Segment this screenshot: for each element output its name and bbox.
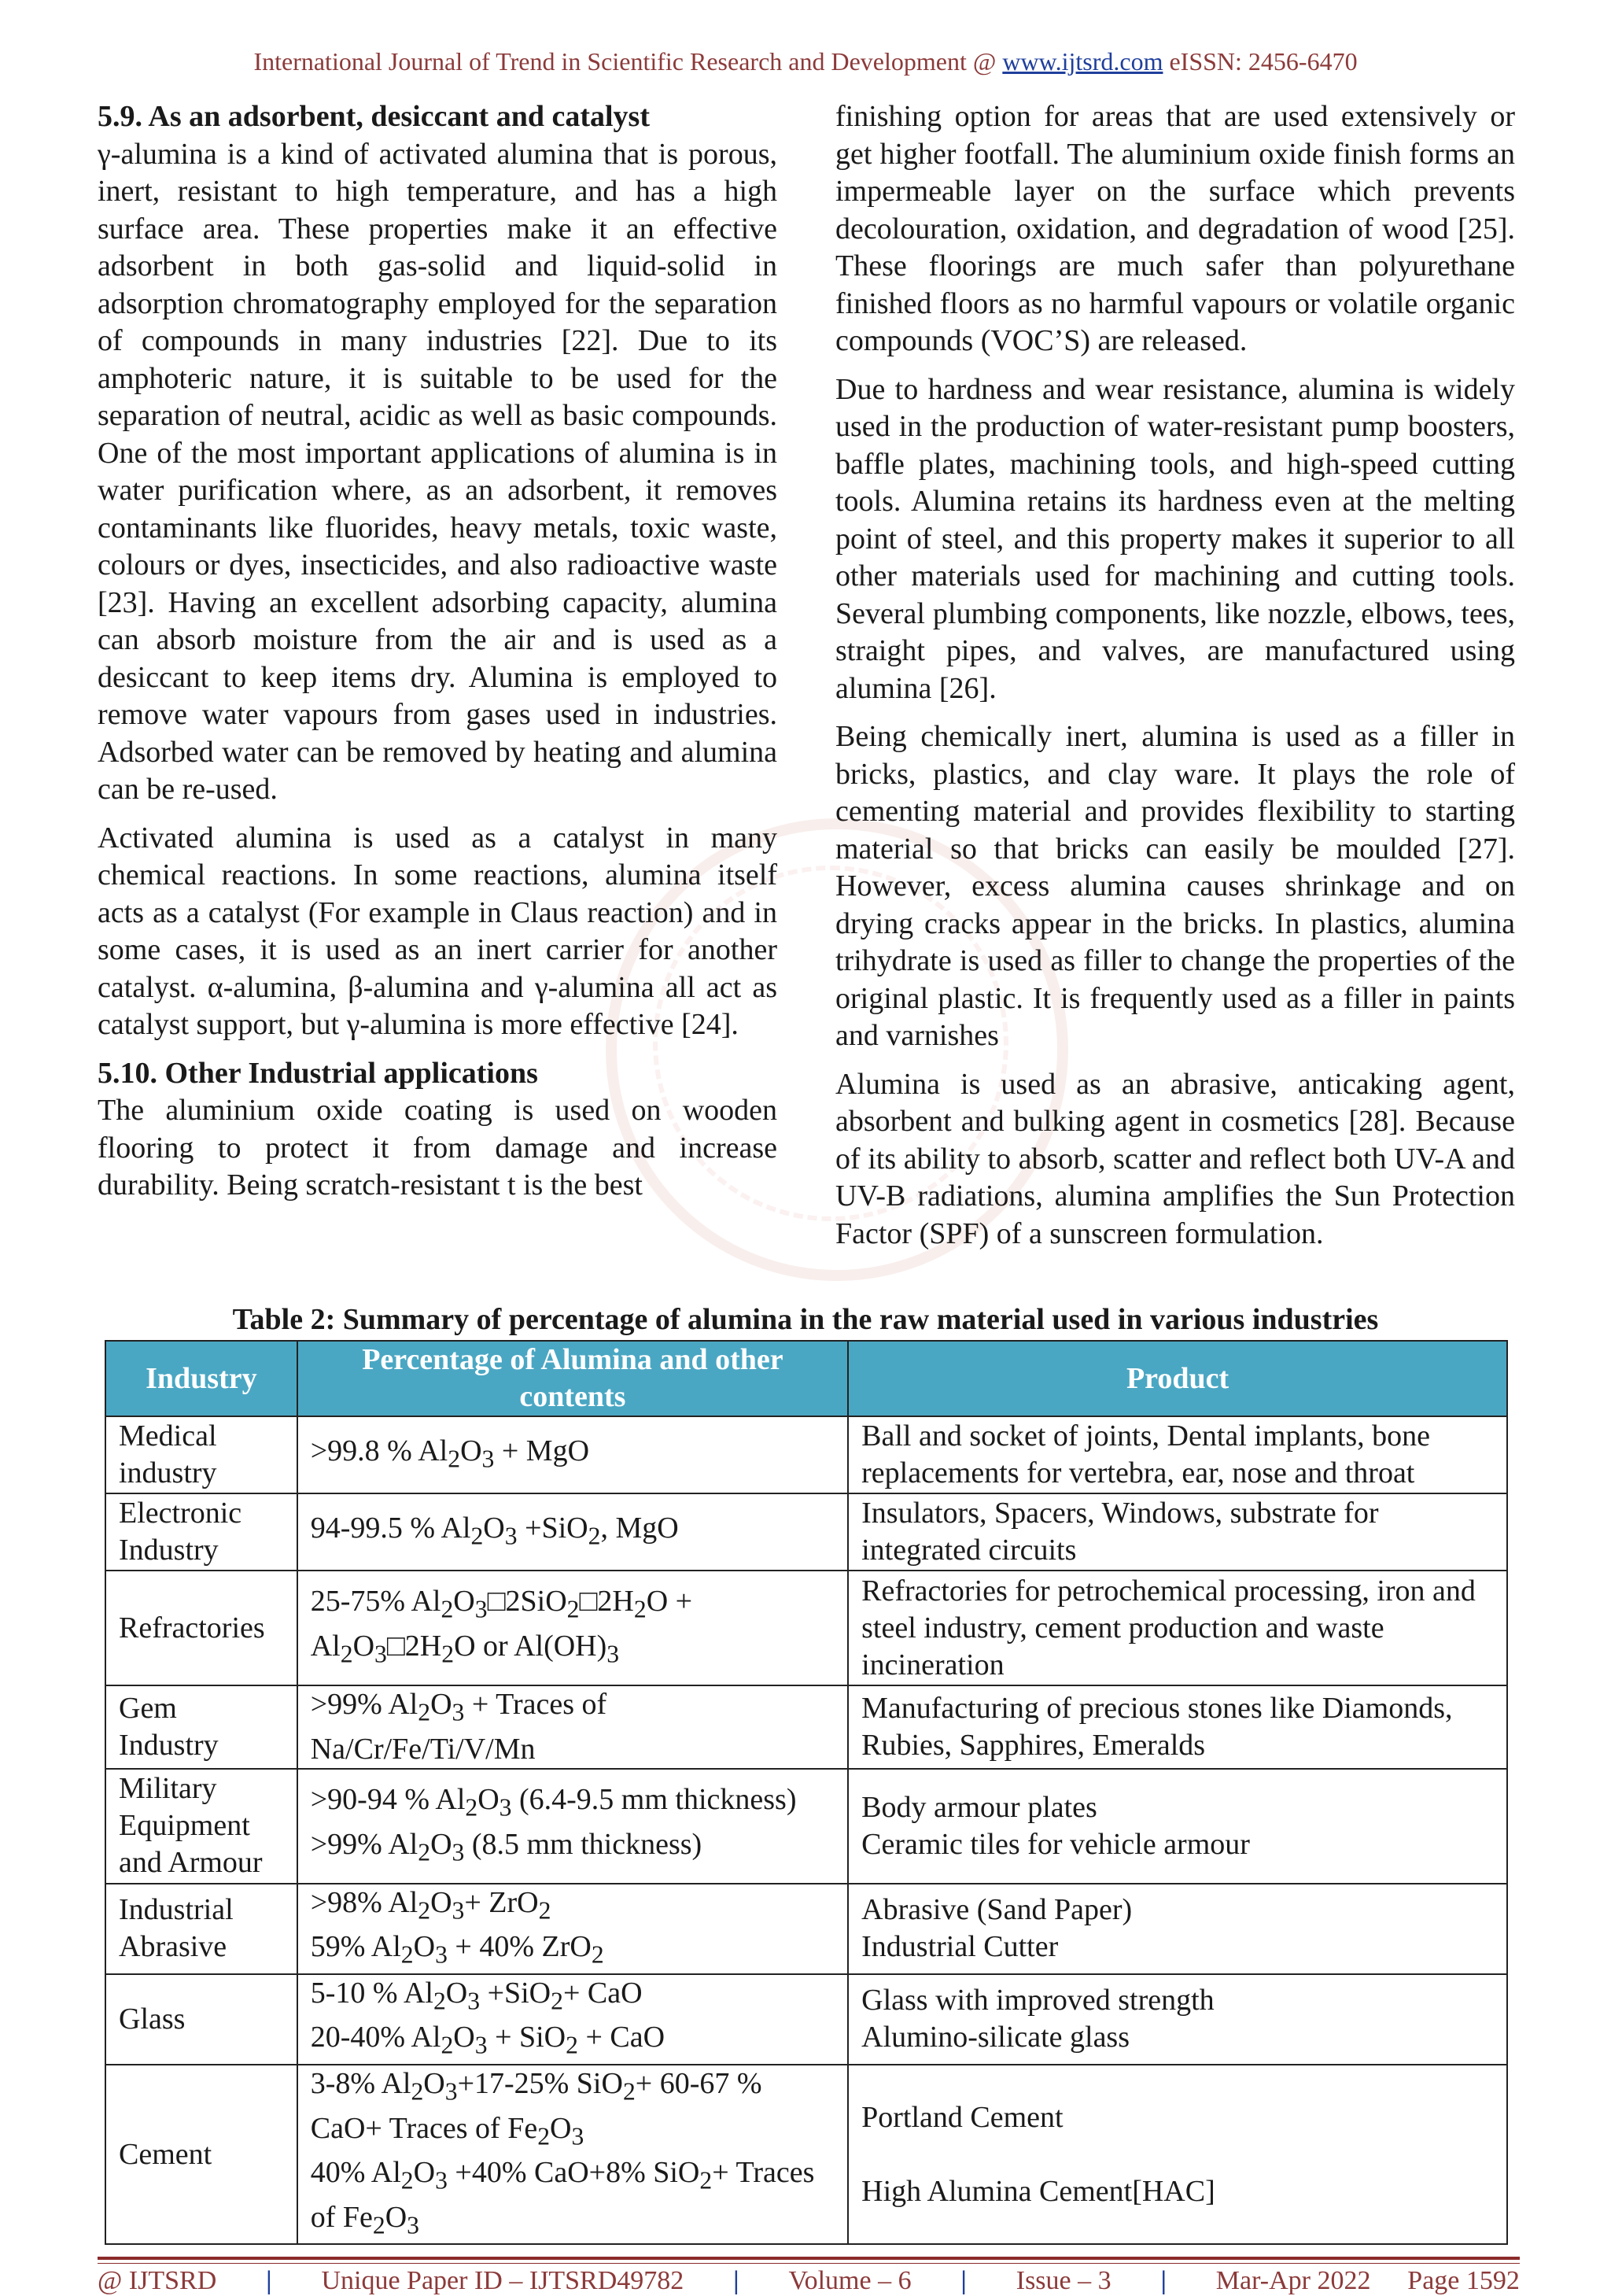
cell-industry: Refractories (105, 1571, 297, 1685)
product-line: High Alumina Cement[HAC] (861, 2174, 1215, 2208)
section-5-10-paragraph-1-continued: finishing option for areas that are used extensively or get higher footfall. The aluminium oxide finish forms an impermeable layer on the surface which prevents decolouration, oxidation, and degradation of wood [25]. These floorings are much safer than polyurethane finished floors as no harmful vapours or volatile organic compounds (VOC’S) are released. (835, 100, 1515, 357)
cell-product: Insulators, Spacers, Windows, substrate for integrated circuits (848, 1493, 1507, 1571)
footer-date: Mar-Apr 2022 (1215, 2266, 1371, 2295)
journal-link[interactable]: www.ijtsrd.com (1002, 47, 1163, 76)
footer-separator: | (960, 2266, 967, 2295)
cell-content: 25-75% $Al_2O_3□2SiO_2□2H_2O$ + $Al_2O_3□2H_2O$ or $Al(OH)_3$ (297, 1571, 848, 1685)
left-column (98, 98, 777, 1216)
footer-separator: | (733, 2266, 739, 2295)
cell-industry: Gem Industry (105, 1685, 297, 1769)
cell-product (848, 1769, 1507, 1884)
section-5-9-paragraph-2: Activated alumina is used as a catalyst in many chemical reactions. In some reactions, alumina itself acts as a catalyst (For example in Claus reaction) and in some cases, it is used as an inert carrier for another catalyst. α-alumina, β-alumina and γ-alumina all act as catalyst support, but γ-alumina is more effective [24]. (98, 821, 777, 1041)
cell-industry: Medical industry (105, 1416, 297, 1493)
table-row (105, 1884, 1507, 1974)
cell-product (848, 1884, 1507, 1974)
cell-content: >99.8 % $Al_2O_3$ + MgO (297, 1416, 848, 1493)
product-line: Glass with improved strength (861, 1984, 1215, 2017)
table-row (105, 2065, 1507, 2244)
footer-page: Page 1592 (1407, 2266, 1520, 2295)
product-line: Abrasive (Sand Paper) (861, 1893, 1133, 1927)
header-industry: Industry (105, 1341, 297, 1416)
cell-product: Ball and socket of joints, Dental implants, bone replacements for vertebra, ear, nose and throat (848, 1416, 1507, 1493)
cell-industry: Glass (105, 1974, 297, 2065)
running-header (0, 47, 1611, 76)
table-caption: Table 2: Summary of percentage of alumina in the raw material used in various industries (232, 1303, 1379, 1336)
footer-rule-thin (98, 2263, 1520, 2264)
footer-rule (98, 2257, 1520, 2260)
product-line: Alumino-silicate glass (861, 2021, 1130, 2054)
cell-product (848, 2065, 1507, 2244)
cell-content (297, 1769, 848, 1884)
table-row (105, 1685, 1507, 1769)
table-row (105, 1493, 1507, 1571)
content-line: >99% $Al_2O_3$ (8.5 mm thickness) (310, 1827, 702, 1866)
footer-issue: Issue – 3 (1016, 2266, 1111, 2295)
line-gap (861, 2136, 1494, 2173)
section-5-10-paragraph-4: Alumina is used as an abrasive, anticaking agent, absorbent and bulking agent in cosmetics [28]. Because of its ability to absorb, scatter and reflect both UV-A and UV-B radiations, alumina amplifies the Sun Protection Factor (SPF) of a sunscreen formulation. (835, 1067, 1515, 1250)
content-line: >98% $Al_2O_3+ ZrO_2$ (310, 1885, 551, 1925)
cell-product: Refractories for petrochemical processing, iron and steel industry, cement production and waste incineration (848, 1571, 1507, 1685)
content-line: 59% $Al_2O_3 + 40\%$ ZrO$_2$ (310, 1930, 604, 1969)
product-line: Industrial Cutter (861, 1930, 1059, 1964)
table-header-row (105, 1341, 1507, 1416)
footer-separator: | (1160, 2266, 1167, 2295)
table-row (105, 1416, 1507, 1493)
cell-product: Manufacturing of precious stones like Diamonds, Rubies, Sapphires, Emeralds (848, 1685, 1507, 1769)
header-suffix: eISSN: 2456-6470 (1163, 47, 1358, 76)
page-footer (98, 2266, 1520, 2296)
cell-content (297, 2065, 848, 2244)
cell-content (297, 1974, 848, 2065)
section-5-10-paragraph-1: The aluminium oxide coating is used on wooden flooring to protect it from damage and increase durability. Being scratch-resistant t is the best (98, 1094, 777, 1202)
product-line: Portland Cement (861, 2100, 1064, 2134)
cell-industry: Military Equipment and Armour (105, 1769, 297, 1884)
cell-industry: Industrial Abrasive (105, 1884, 297, 1974)
content-line: 5-10 % $Al_2O_3 +SiO_2+$ CaO (310, 1976, 643, 2015)
right-column (835, 98, 1515, 1264)
alumina-summary-table (105, 1340, 1508, 2245)
content-line: 3-8% $Al_2O_3+17-25\%$ SiO$_2$+ 60-67 % CaO+ Traces of $Fe_2O_3$ (310, 2066, 762, 2150)
footer-journal: @ IJTSRD (98, 2266, 217, 2295)
product-line: Ceramic tiles for vehicle armour (861, 1827, 1250, 1861)
section-5-10-paragraph-3: Being chemically inert, alumina is used as a filler in bricks, plastics, and clay ware. It plays the role of cementing material and provides flexibility to starting material so that bricks can easily be moulded [27]. However, excess alumina causes shrinkage and on drying cracks appear in the bricks. In plastics, alumina trihydrate is used as filler to change the properties of the original plastic. It is frequently used as a filler in paints and varnishes (835, 720, 1515, 1052)
section-5-10-paragraph-2: Due to hardness and wear resistance, alumina is widely used in the production of water-resistant pump boosters, baffle plates, machining tools, and high-speed cutting tools. Alumina retains its hardness even at the melting point of steel, and this property makes it superior to all other materials used for machining and cutting tools. Several plumbing components, like nozzle, elbows, tees, straight pipes, and valves, are manufactured using alumina [26]. (835, 372, 1515, 705)
section-5-9-paragraph-1: γ-alumina is a kind of activated alumina that is porous, inert, resistant to high temperature, and has a high surface area. These properties make it an effective adsorbent in both gas-solid and liquid-solid in adsorption chromatography employed for the separation of compounds in many industries [22]. Due to its amphoteric nature, it is suitable to be used for the separation of neutral, acidic as well as basic compounds. One of the most important applications of alumina is in water purification where, as an adsorbent, it removes contaminants like fluorides, heavy metals, toxic waste, colours or dyes, insecticides, and also radioactive waste [23]. Having an excellent adsorbing capacity, alumina can absorb moisture from the air and is used as a desiccant to keep items dry. Alumina is employed to remove water vapours from gases used in industries. Adsorbed water can be removed by heating and alumina can be re-used. (98, 137, 777, 806)
cell-content: 94-99.5 % $Al_2O_3 +SiO_2$, MgO (297, 1493, 848, 1571)
section-5-10-heading: 5.10. Other Industrial applications (98, 1056, 538, 1090)
section-5-9-heading: 5.9. As an adsorbent, desiccant and catalyst (98, 100, 650, 133)
footer-paper-id: Unique Paper ID – IJTSRD49782 (321, 2266, 684, 2295)
content-line: 20-40% $Al_2O_3 + SiO_2$ + CaO (310, 2021, 665, 2059)
content-line: >90-94 % $Al_2O_3$ (6.4-9.5 mm thickness) (310, 1783, 797, 1822)
table-row (105, 1571, 1507, 1685)
product-line: Body armour plates (861, 1790, 1097, 1824)
header-product: Product (848, 1341, 1507, 1416)
footer-separator: | (266, 2266, 272, 2295)
cell-product (848, 1974, 1507, 2065)
cell-content: >99% $Al_2O_3$ + Traces of Na/Cr/Fe/Ti/V/Mn (297, 1685, 848, 1769)
table-row (105, 1974, 1507, 2065)
table-row (105, 1769, 1507, 1884)
cell-content (297, 1884, 848, 1974)
header-prefix: International Journal of Trend in Scientific Research and Development @ (253, 47, 1003, 76)
footer-volume: Volume – 6 (788, 2266, 912, 2295)
header-percentage: Percentage of Alumina and other contents (297, 1341, 848, 1416)
cell-industry: Cement (105, 2065, 297, 2244)
content-line: 40% $Al_2O_3 +40\%$ CaO+8% SiO$_2$+ Traces of $Fe_2O_3$ (310, 2156, 815, 2239)
cell-industry: Electronic Industry (105, 1493, 297, 1571)
